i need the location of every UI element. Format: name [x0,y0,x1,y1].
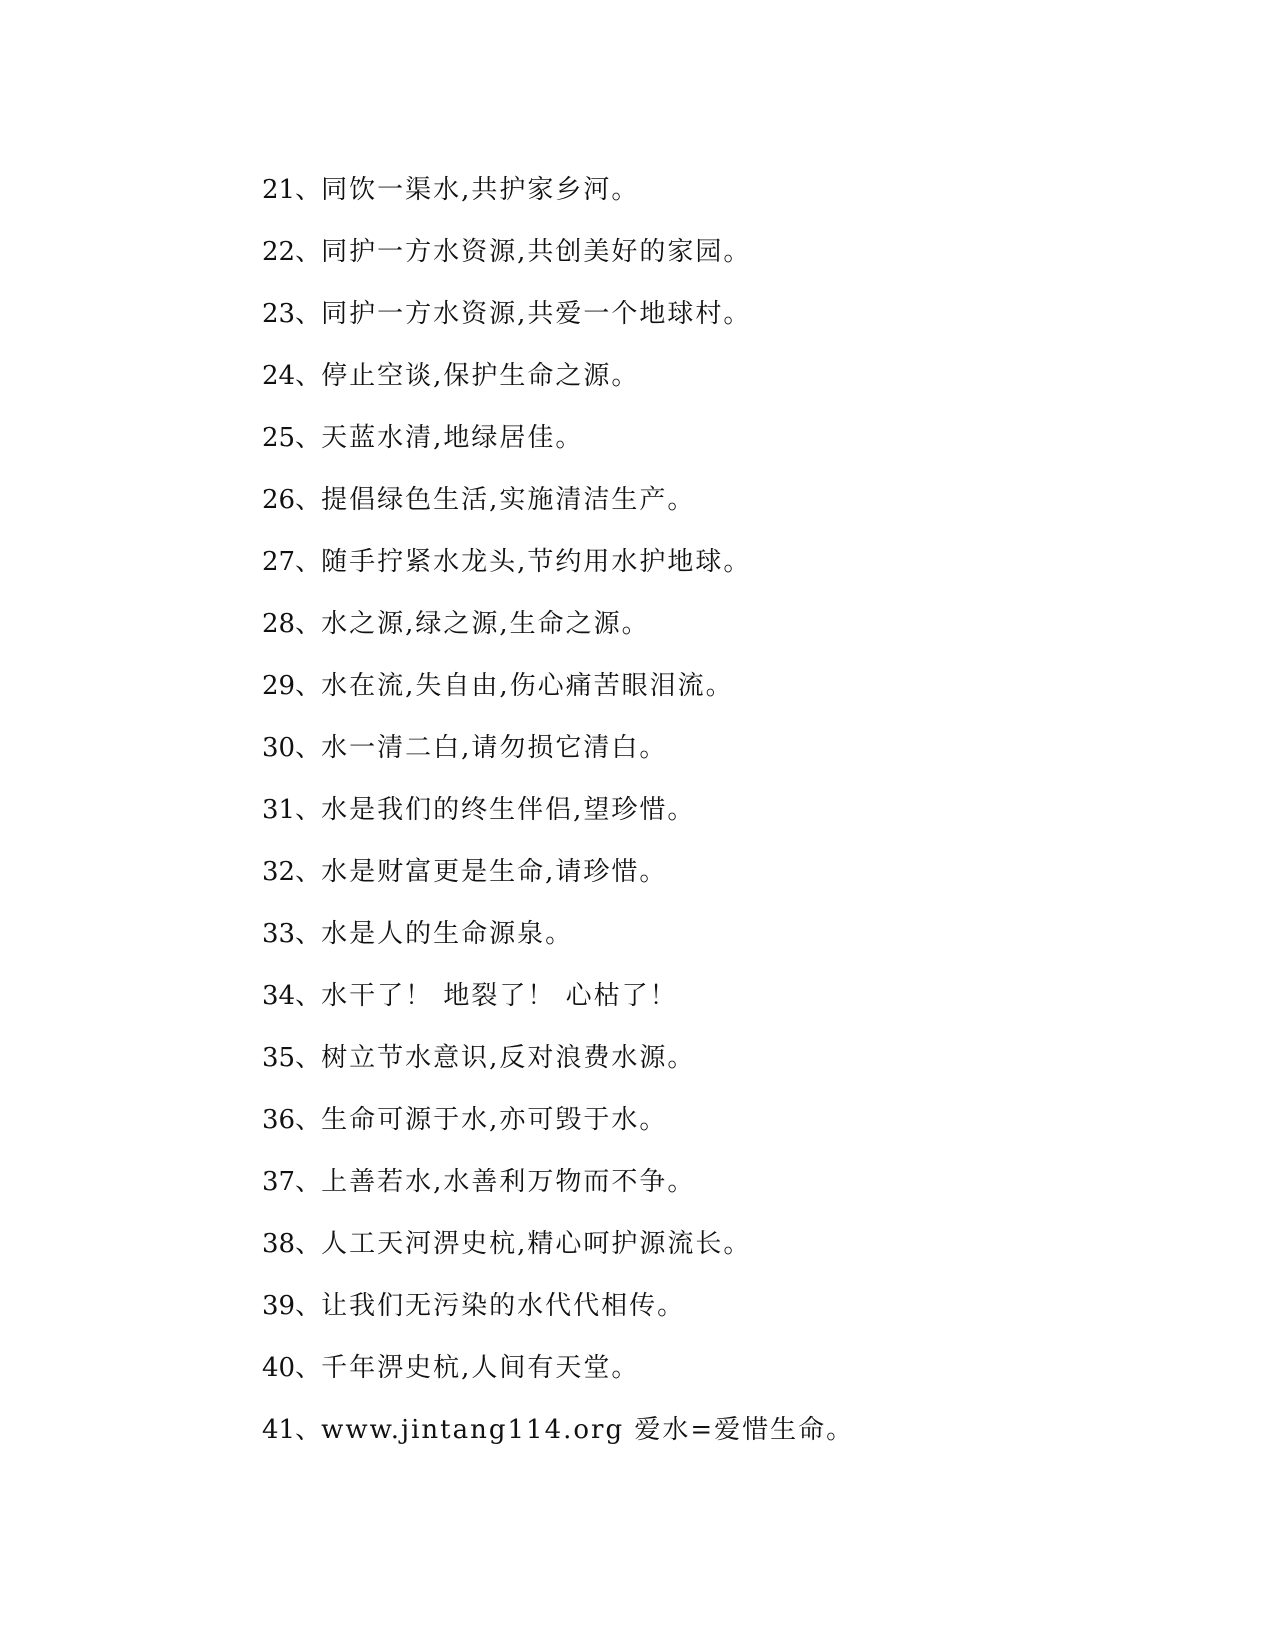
item-text: 水之源,绿之源,生命之源。 [321,609,650,639]
list-item [262,1035,854,1097]
list-item [262,1283,854,1345]
list-item [262,973,854,1035]
item-separator: 、 [295,1229,322,1259]
item-number: 37 [262,1167,296,1197]
item-text: 水在流,失自由,伤心痛苦眼泪流。 [321,671,734,701]
item-separator: 、 [295,361,322,391]
item-separator: 、 [295,547,322,577]
list-item [262,725,854,787]
item-text: 水干了！ 地裂了！ 心枯了！ [321,981,678,1011]
item-text: 同护一方水资源,共爱一个地球村。 [321,299,752,329]
item-separator: 、 [295,919,322,949]
item-text: 千年淠史杭,人间有天堂。 [321,1353,640,1383]
item-separator: 、 [295,1043,322,1073]
list-item [262,663,854,725]
item-separator: 、 [295,609,322,639]
item-text: 提倡绿色生活,实施清洁生产。 [321,485,696,515]
item-separator: 、 [295,733,322,763]
item-number: 41 [262,1415,296,1445]
item-number: 35 [262,1043,296,1073]
item-separator: 、 [295,1415,322,1445]
list-item [262,477,854,539]
item-separator: 、 [295,1291,322,1321]
item-text: 人工天河淠史杭,精心呵护源流长。 [321,1229,752,1259]
item-text: www.jintang114.org 爱水=爱惜生命。 [321,1415,855,1445]
item-separator: 、 [295,423,322,453]
list-item [262,849,854,911]
item-text: 同护一方水资源,共创美好的家园。 [321,237,752,267]
item-text: 同饮一渠水,共护家乡河。 [321,175,640,205]
item-number: 23 [262,299,296,329]
item-text: 随手拧紧水龙头,节约用水护地球。 [321,547,752,577]
item-separator: 、 [295,671,322,701]
list-item [262,291,854,353]
item-text: 停止空谈,保护生命之源。 [321,361,640,391]
item-number: 28 [262,609,296,639]
item-separator: 、 [295,1353,322,1383]
item-separator: 、 [295,981,322,1011]
list-item [262,1345,854,1407]
item-number: 26 [262,485,296,515]
item-text: 让我们无污染的水代代相传。 [321,1291,686,1321]
item-text: 水是人的生命源泉。 [321,919,574,949]
item-separator: 、 [295,237,322,267]
item-number: 22 [262,237,296,267]
item-text: 生命可源于水,亦可毁于水。 [321,1105,668,1135]
item-text: 水是财富更是生命,请珍惜。 [321,857,668,887]
item-separator: 、 [295,795,322,825]
item-separator: 、 [295,857,322,887]
item-number: 39 [262,1291,296,1321]
list-item [262,911,854,973]
item-text: 上善若水,水善利万物而不争。 [321,1167,696,1197]
list-item [262,601,854,663]
item-number: 30 [262,733,296,763]
list-item [262,415,854,477]
list-item [262,167,854,229]
list-item [262,353,854,415]
item-number: 29 [262,671,296,701]
item-number: 27 [262,547,296,577]
item-text: 水一清二白,请勿损它清白。 [321,733,668,763]
list-item [262,229,854,291]
item-number: 36 [262,1105,296,1135]
item-number: 34 [262,981,296,1011]
item-separator: 、 [295,1105,322,1135]
item-number: 21 [262,175,296,205]
item-number: 24 [262,361,296,391]
list-item [262,1097,854,1159]
list-item [262,539,854,601]
item-number: 25 [262,423,296,453]
list-item [262,1221,854,1283]
item-separator: 、 [295,1167,322,1197]
list-item [262,787,854,849]
item-text: 树立节水意识,反对浪费水源。 [321,1043,696,1073]
item-separator: 、 [295,299,322,329]
item-number: 38 [262,1229,296,1259]
item-text: 天蓝水清,地绿居佳。 [321,423,584,453]
item-number: 40 [262,1353,296,1383]
item-number: 32 [262,857,296,887]
item-text: 水是我们的终生伴侣,望珍惜。 [321,795,696,825]
list-item [262,1159,854,1221]
item-separator: 、 [295,485,322,515]
slogan-list [262,167,854,1469]
item-number: 33 [262,919,296,949]
item-number: 31 [262,795,296,825]
item-separator: 、 [295,175,322,205]
list-item [262,1407,854,1469]
